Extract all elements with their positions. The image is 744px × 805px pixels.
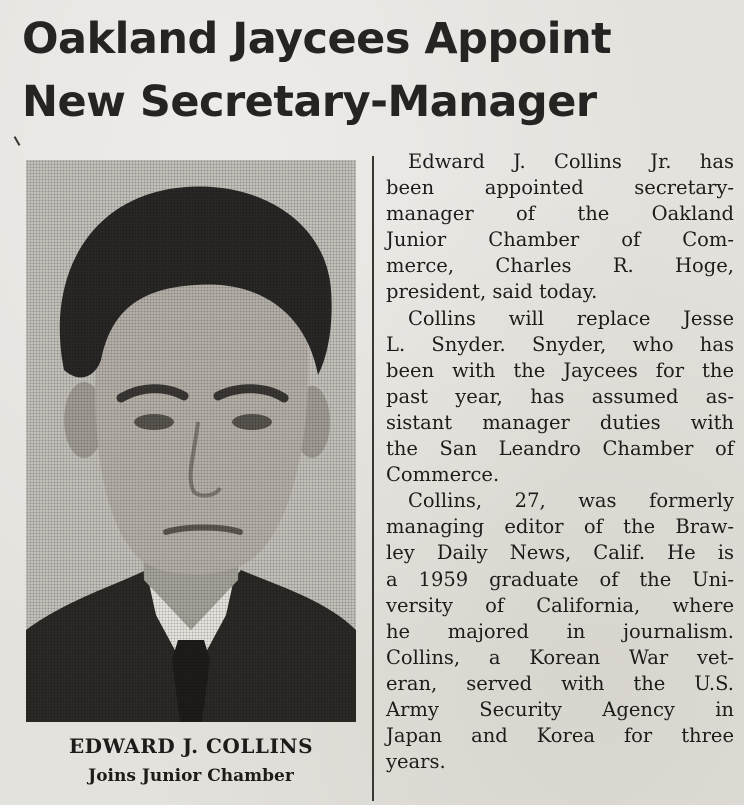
article-line: ley Daily News, Calif. He is — [386, 541, 734, 565]
article-paragraph-2 — [386, 306, 734, 489]
article-line: the San Leandro Chamber of — [386, 437, 734, 461]
article-line: sistant manager duties with — [386, 410, 734, 434]
article-line: Collins will replace Jesse — [408, 306, 734, 330]
article-line: Edward J. Collins Jr. has — [408, 150, 734, 173]
print-mark — [14, 136, 21, 146]
column-divider — [372, 156, 374, 801]
article-line: managing editor of the Braw- — [386, 515, 734, 539]
portrait-photo — [26, 160, 356, 722]
article-line: past year, has assumed as- — [386, 384, 734, 408]
article-line: been with the Jaycees for the — [386, 358, 734, 382]
portrait-illustration — [26, 160, 356, 722]
article-line: manager of the Oakland — [386, 202, 734, 226]
article-line: years. — [386, 750, 446, 774]
article-line: versity of California, where — [386, 593, 734, 617]
headline — [22, 8, 732, 134]
article-line: Junior Chamber of Com- — [386, 228, 734, 252]
headline-line-2: New Secretary-Manager — [22, 77, 597, 127]
article-line: eran, served with the U.S. — [386, 671, 734, 695]
photo-caption-name: EDWARD J. COLLINS — [68, 734, 314, 758]
photo-caption-subtitle: Joins Junior Chamber — [88, 766, 294, 786]
article-paragraph-3 — [386, 488, 734, 775]
article-line: president, said today. — [386, 280, 598, 304]
headline-line-1: Oakland Jaycees Appoint — [22, 14, 612, 64]
article-line: a 1959 graduate of the Uni- — [386, 567, 734, 591]
article-line: Japan and Korea for three — [386, 724, 734, 748]
article-line: Commerce. — [386, 463, 500, 487]
article-line: Collins, a Korean War vet- — [386, 645, 734, 669]
article-paragraph-1 — [386, 149, 734, 306]
article-line: Collins, 27, was formerly — [408, 489, 734, 513]
article-body — [386, 149, 734, 775]
article-line: L. Snyder. Snyder, who has — [386, 332, 734, 356]
article-line: he majored in journalism. — [386, 619, 734, 643]
article-line: Army Security Agency in — [386, 697, 734, 721]
article-line: merce, Charles R. Hoge, — [386, 254, 734, 278]
article-line: been appointed secretary- — [386, 176, 734, 200]
